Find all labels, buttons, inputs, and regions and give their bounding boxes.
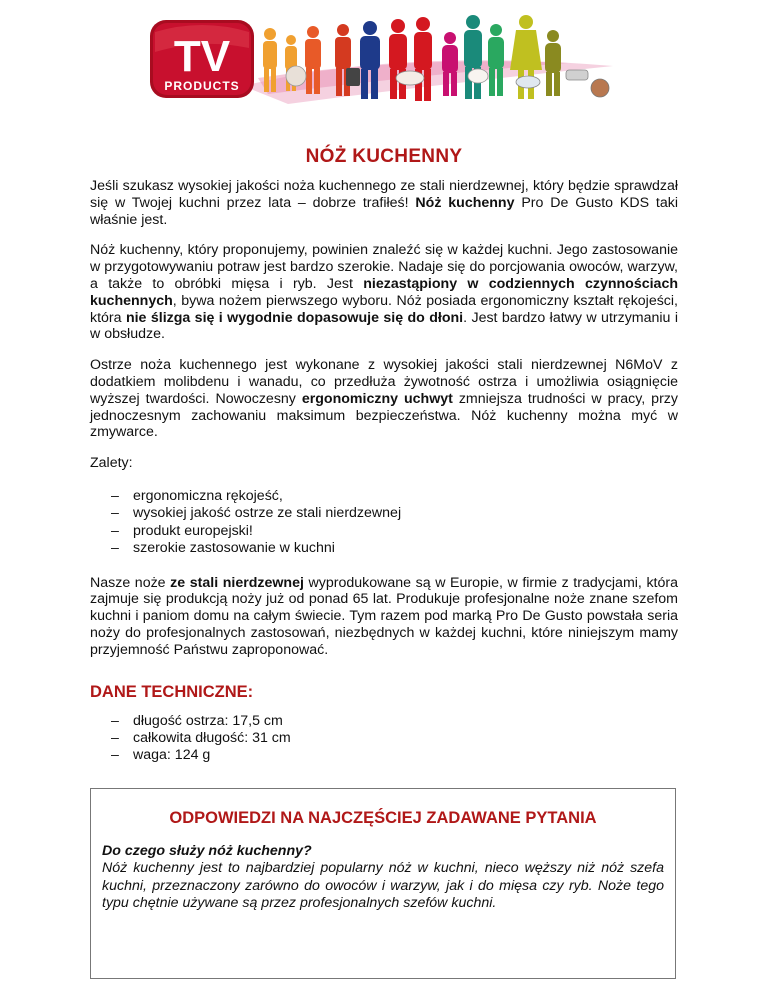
tv-products-logo (150, 20, 254, 98)
advantages-label: Zalety: (90, 455, 133, 472)
logo-main-text: TV (173, 32, 231, 81)
list-item: – długość ostrza: 17,5 cm (90, 713, 678, 730)
faq-answer: Nóż kuchenny jest to najbardziej popularny nóż w kuchni, nieco węższy niż nóż szefa kuchni, przeznaczony zarówno do owoców i warzyw, jak i do mięsa czy ryb. Noże tego typu chętnie używane są przez profesjonalnych szefów kuchni. (102, 860, 664, 912)
list-item: – ergonomiczna rękojeść, (90, 488, 678, 505)
manufacturer-paragraph: Nasze noże ze stali nierdzewnej wyprodukowane są w Europie, w firmie z tradycjami, która zajmuje się produkcją noży już od ponad 65 lat. Produkuje profesjonalne noże znane szefom kuchni i paniom domu na całym świecie. Tym razem pod marką Pro De Gusto powstała seria noży do profesjonalnych zastosowań, niezbędnych w każdej kuchni, które niniejszym mamy przyjemność Państwu zaproponować. (90, 574, 678, 658)
tech-specs-heading: DANE TECHNICZNE: (90, 682, 254, 701)
logo-sub-text: PRODUCTS (164, 79, 240, 93)
faq-heading: ODPOWIEDZI NA NAJCZĘŚCIEJ ZADAWANE PYTANIA (169, 809, 597, 827)
list-item: – wysokiej jakość ostrze ze stali nierdzewnej (90, 505, 678, 522)
list-item: – waga: 124 g (90, 747, 678, 764)
blade-paragraph: Ostrze noża kuchennego jest wykonane z wysokiej jakości stali nierdzewnej N6MoV z dodatkiem molibdenu i wanadu, co przedłuża żywotność ostrza i umożliwia osiągnięcie wyższej twardości. Nowoczesny ergonomiczny uchwyt zmniejsza trudności w pracy, przy jednoczesnym zachowaniu maksimum bezpieczeństwa. Nóż kuchenny można myć w zmywarce. (90, 357, 678, 441)
advantages-list (90, 488, 678, 558)
usage-paragraph: Nóż kuchenny, który proponujemy, powinien znaleźć się w każdej kuchni. Jego zastosowanie w przygotowywaniu potraw jest bardzo szerokie. Nadaje się do porcjowania owoców, warzyw, a także to obróbki mięsa i ryb. Jest niezastąpiony w codziennych czynnościach kuchennych, bywa nożem pierwszego wyboru. Nóż posiada ergonomiczny kształt rękojeści, która nie ślizga się i wygodnie dopasowuje się do dłoni. Jest bardzo łatwy w utrzymaniu i w obsłudze. (90, 242, 678, 343)
faq-box (90, 788, 676, 979)
list-item: – całkowita długość: 31 cm (90, 730, 678, 747)
list-item: – szerokie zastosowanie w kuchni (90, 540, 678, 557)
list-item: – produkt europejski! (90, 523, 678, 540)
faq-question: Do czego służy nóż kuchenny? (102, 843, 312, 859)
page-title: NÓŻ KUCHENNY (305, 146, 463, 167)
intro-paragraph: Jeśli szukasz wysokiej jakości noża kuchennego ze stali nierdzewnej, który będzie sprawdzał się w Twojej kuchni przez lata – dobrze trafiłeś! Nóż kuchenny Pro De Gusto KDS taki właśnie jest. (90, 178, 678, 228)
tech-specs-list (90, 713, 678, 765)
header-banner (148, 8, 618, 120)
